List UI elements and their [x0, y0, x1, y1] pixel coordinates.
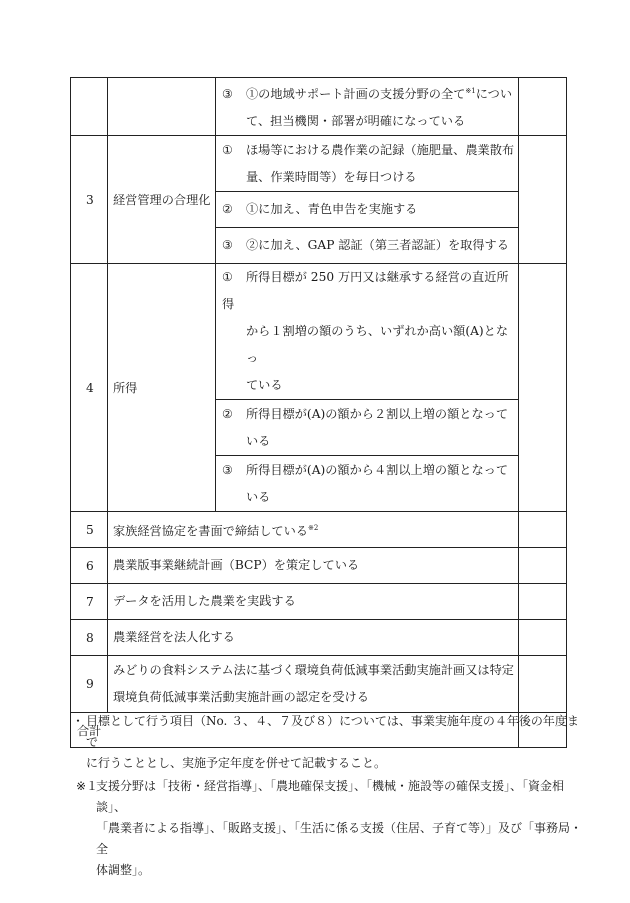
option-marker: ③ — [222, 87, 233, 101]
bullet-note: ・ 目標として行う項目（No. ３、４、７及び８）については、事業実施年度の４年後の年度まで に行うこととし、実施予定年度を併せて記載すること。 — [72, 714, 579, 770]
row4-option-3: ③ 所得目標が(A)の額から４割以上増の額となって いる — [216, 456, 519, 512]
row3-category: 経営管理の合理化 — [108, 136, 216, 264]
row8-check-cell[interactable] — [519, 620, 567, 656]
row3-option-3: ③ ②に加え、GAP 認証（第三者認証）を取得する — [216, 228, 519, 264]
row5-text: 家族経営協定を書面で締結している$^{※2}$ — [108, 512, 519, 548]
row2-category-cell — [108, 78, 216, 136]
notes-section — [64, 711, 584, 881]
row2-num-cell — [71, 78, 108, 136]
row8-text: 農業経営を法人化する — [108, 620, 519, 656]
row4-option-2: ② 所得目標が(A)の額から２割以上増の額となって いる — [216, 400, 519, 456]
row3-option-2: ② ①に加え、青色申告を実施する — [216, 192, 519, 228]
row9-text: みどりの食料システム法に基づく環境負荷低減事業活動実施計画又は特定 環境負荷低減事業活動実施計画の認定を受ける — [108, 656, 519, 713]
row4-num: 4 — [71, 264, 108, 512]
row7-check-cell[interactable] — [519, 584, 567, 620]
total-label: 合計 — [71, 713, 519, 748]
row6-check-cell[interactable] — [519, 548, 567, 584]
row6-text: 農業版事業継続計画（BCP）を策定している — [108, 548, 519, 584]
row3-num: 3 — [71, 136, 108, 264]
row6-num: 6 — [71, 548, 108, 584]
row5-num: 5 — [71, 512, 108, 548]
row7-text: データを活用した農業を実践する — [108, 584, 519, 620]
row2-check-cell[interactable] — [519, 78, 567, 136]
goal-table — [70, 77, 567, 748]
row4-category: 所得 — [108, 264, 216, 512]
row2-option-3: ③ ①の地域サポート計画の支援分野の全て$^{※1}$につい て、担当機関・部署が明確になっている — [216, 78, 519, 136]
row4-option-1: ① 所得目標が 250 万円又は継承する経営の直近所得 から１割増の額のうち、いずれか高い額(A)となっ ている — [216, 264, 519, 400]
row5-check-cell[interactable] — [519, 512, 567, 548]
row4-check-cell[interactable] — [519, 264, 567, 512]
row8-num: 8 — [71, 620, 108, 656]
row7-num: 7 — [71, 584, 108, 620]
row9-check-cell[interactable] — [519, 656, 567, 713]
row9-num: 9 — [71, 656, 108, 713]
row3-check-cell[interactable] — [519, 136, 567, 264]
footnote-1: ※１ 支援分野は「技術・経営指導」、「農地確保支援」、「機械・施設等の確保支援」、「資金相談」、 「農業者による指導」、「販路支援」、「生活に係る支援（住居、子育て等）」及び「事務局・全 体調整」。 — [76, 779, 583, 877]
row3-option-1: ① ほ場等における農作業の記録（施肥量、農業散布 量、作業時間等）を毎日つける — [216, 136, 519, 192]
